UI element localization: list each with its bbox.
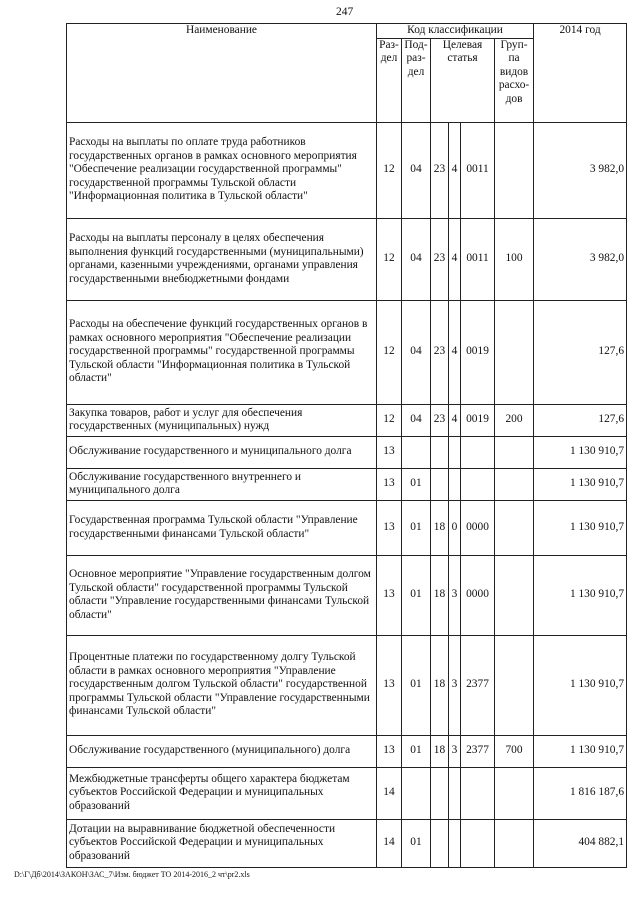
- row-target-3: 2377: [461, 735, 495, 767]
- row-name: Расходы на выплаты по оплате труда работников государственных органов в рамках основного мероприятия "Обеспечение реализации государственной программы" государственной программы Тульской области "Информационная политика в Тульской области": [67, 122, 377, 218]
- header-year: 2014 год: [534, 24, 627, 123]
- row-razdel: 13: [377, 436, 402, 468]
- row-target-3: 0000: [461, 500, 495, 555]
- row-target-3: 0011: [461, 122, 495, 218]
- row-razdel: 13: [377, 468, 402, 500]
- row-target-1: 23: [431, 300, 449, 404]
- row-group: [495, 819, 534, 867]
- row-target-1: [431, 436, 449, 468]
- row-target-1: 23: [431, 122, 449, 218]
- row-group: [495, 436, 534, 468]
- row-target-2: 3: [449, 555, 461, 635]
- row-group: [495, 635, 534, 735]
- row-group: 700: [495, 735, 534, 767]
- table-row: [67, 635, 627, 735]
- file-path-footer: D:\Г\Дб\2014\ЗАКОН\ЗАС_7\Изм. бюджет ТО 2014-2016_2 чт\pr2.xls: [14, 870, 250, 879]
- row-group: [495, 122, 534, 218]
- row-name: Закупка товаров, работ и услуг для обеспечения государственных (муниципальных) нужд: [67, 404, 377, 436]
- row-name: Расходы на выплаты персоналу в целях обеспечения выполнения функций государственными (муниципальными) органами, казенными учреждениями, органами управления государственными внебюджетными фондами: [67, 218, 377, 300]
- table-row: [67, 404, 627, 436]
- header-razdel: Раз- дел: [377, 38, 402, 122]
- row-podrazdel: 01: [402, 819, 431, 867]
- table-row: [67, 300, 627, 404]
- row-target-1: [431, 819, 449, 867]
- row-amount: 127,6: [534, 300, 627, 404]
- header-group: Груп- па видов расхо- дов: [495, 38, 534, 122]
- row-name: Обслуживание государственного внутреннего и муниципального долга: [67, 468, 377, 500]
- row-target-2: 0: [449, 500, 461, 555]
- row-target-3: 0019: [461, 404, 495, 436]
- row-target-2: 4: [449, 122, 461, 218]
- row-name: Обслуживание государственного (муниципального) долга: [67, 735, 377, 767]
- row-razdel: 13: [377, 555, 402, 635]
- row-name: Межбюджетные трансферты общего характера бюджетам субъектов Российской Федерации и муниципальных образований: [67, 767, 377, 819]
- row-name: Основное мероприятие "Управление государственным долгом Тульской области" государственной программы Тульской области "Управление государственными финансами Тульской области": [67, 555, 377, 635]
- row-target-1: 18: [431, 500, 449, 555]
- table-row: [67, 735, 627, 767]
- table-row: [67, 468, 627, 500]
- row-name: Государственная программа Тульской области "Управление государственными финансами Тульской области": [67, 500, 377, 555]
- row-group: 200: [495, 404, 534, 436]
- row-target-2: 3: [449, 735, 461, 767]
- row-target-2: [449, 436, 461, 468]
- row-target-3: 0019: [461, 300, 495, 404]
- row-podrazdel: 01: [402, 735, 431, 767]
- row-target-1: 18: [431, 635, 449, 735]
- row-amount: 1 130 910,7: [534, 468, 627, 500]
- row-podrazdel: 01: [402, 500, 431, 555]
- row-target-1: 23: [431, 404, 449, 436]
- row-target-3: [461, 819, 495, 867]
- row-amount: 3 982,0: [534, 218, 627, 300]
- row-target-3: [461, 767, 495, 819]
- row-amount: 1 130 910,7: [534, 500, 627, 555]
- row-group: [495, 555, 534, 635]
- row-target-3: 2377: [461, 635, 495, 735]
- row-target-2: 4: [449, 404, 461, 436]
- table-row: [67, 218, 627, 300]
- row-amount: 1 130 910,7: [534, 555, 627, 635]
- row-amount: 1 130 910,7: [534, 436, 627, 468]
- row-razdel: 12: [377, 300, 402, 404]
- row-razdel: 13: [377, 500, 402, 555]
- row-amount: 1 816 187,6: [534, 767, 627, 819]
- row-group: [495, 500, 534, 555]
- row-amount: 1 130 910,7: [534, 635, 627, 735]
- table-body: [67, 122, 627, 867]
- row-name: Дотации на выравнивание бюджетной обеспеченности субъектов Российской Федерации и муниципальных образований: [67, 819, 377, 867]
- row-target-3: 0000: [461, 555, 495, 635]
- row-target-1: 18: [431, 735, 449, 767]
- row-target-2: 4: [449, 218, 461, 300]
- table-row: [67, 819, 627, 867]
- table-row: [67, 555, 627, 635]
- row-razdel: 14: [377, 767, 402, 819]
- row-podrazdel: [402, 436, 431, 468]
- row-razdel: 12: [377, 122, 402, 218]
- row-target-2: [449, 767, 461, 819]
- table-row: [67, 436, 627, 468]
- row-amount: 404 882,1: [534, 819, 627, 867]
- row-podrazdel: 01: [402, 555, 431, 635]
- row-podrazdel: 04: [402, 404, 431, 436]
- header-target: Целевая статья: [431, 38, 495, 122]
- row-group: [495, 300, 534, 404]
- row-podrazdel: [402, 767, 431, 819]
- table-row: [67, 500, 627, 555]
- row-group: 100: [495, 218, 534, 300]
- row-razdel: 13: [377, 635, 402, 735]
- header-code-group: Код классификации: [377, 24, 534, 39]
- row-target-2: [449, 819, 461, 867]
- header-podrazdel: Под- раз- дел: [402, 38, 431, 122]
- row-name: Процентные платежи по государственному долгу Тульской области в рамках основного мероприятия "Управление государственным долгом Тульской области" государственной программы Тульской области "Управление государственными финансами Тульской области": [67, 635, 377, 735]
- row-target-2: 4: [449, 300, 461, 404]
- page-number: 247: [336, 6, 354, 18]
- budget-table: [66, 23, 627, 868]
- row-podrazdel: 04: [402, 122, 431, 218]
- row-group: [495, 767, 534, 819]
- row-target-2: [449, 468, 461, 500]
- header-name: Наименование: [67, 24, 377, 123]
- row-razdel: 12: [377, 218, 402, 300]
- row-podrazdel: 04: [402, 218, 431, 300]
- row-podrazdel: 01: [402, 635, 431, 735]
- row-name: Обслуживание государственного и муниципального долга: [67, 436, 377, 468]
- row-razdel: 14: [377, 819, 402, 867]
- row-razdel: 12: [377, 404, 402, 436]
- row-target-1: [431, 767, 449, 819]
- row-name: Расходы на обеспечение функций государственных органов в рамках основного мероприятия "Обеспечение реализации государственной программы" государственной программы Тульской области "Информационная политика в Тульской области": [67, 300, 377, 404]
- row-group: [495, 468, 534, 500]
- row-amount: 127,6: [534, 404, 627, 436]
- row-amount: 3 982,0: [534, 122, 627, 218]
- row-target-3: [461, 436, 495, 468]
- table-row: [67, 122, 627, 218]
- row-target-1: [431, 468, 449, 500]
- row-target-3: 0011: [461, 218, 495, 300]
- row-podrazdel: 01: [402, 468, 431, 500]
- row-podrazdel: 04: [402, 300, 431, 404]
- row-amount: 1 130 910,7: [534, 735, 627, 767]
- row-target-1: 23: [431, 218, 449, 300]
- row-target-3: [461, 468, 495, 500]
- row-target-2: 3: [449, 635, 461, 735]
- row-razdel: 13: [377, 735, 402, 767]
- row-target-1: 18: [431, 555, 449, 635]
- table-row: [67, 767, 627, 819]
